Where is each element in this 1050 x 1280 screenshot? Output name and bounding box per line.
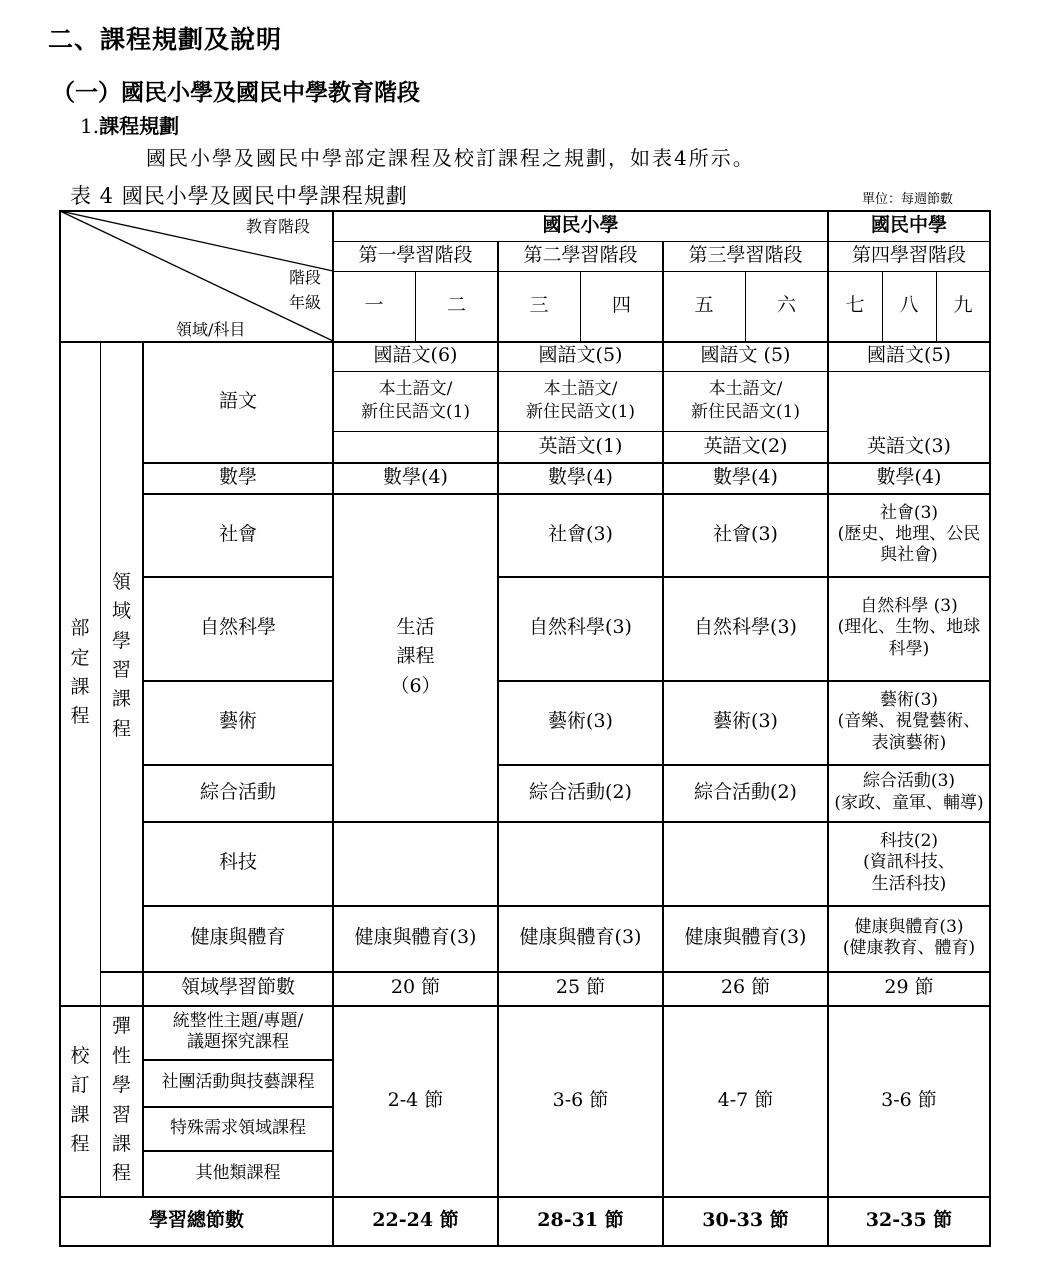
math-p2: 數學(4) [548, 465, 613, 488]
grid-line [142, 341, 144, 1196]
total-p1: 22-24 節 [372, 1209, 459, 1232]
grid-line [580, 271, 581, 341]
grid-line [143, 1059, 333, 1061]
flex-item-other: 其他類課程 [195, 1162, 281, 1183]
group-domain-learning: 領 域 學 習 課 程 [111, 570, 131, 740]
math-p1: 數學(4) [383, 465, 448, 488]
grade-7: 七 [845, 294, 865, 317]
grid-line [100, 341, 101, 1196]
grid-line [333, 431, 828, 432]
local-language-p3: 本土語文/ 新住民語文(1) [690, 379, 801, 422]
grid-line [143, 1106, 333, 1108]
math-p4: 數學(4) [876, 465, 942, 488]
domain-math: 數學 [218, 465, 257, 488]
total-p2: 28-31 節 [537, 1209, 624, 1232]
health-p1: 健康與體育(3) [354, 926, 477, 949]
header-junior: 國民中學 [870, 214, 947, 237]
grid-line [143, 905, 991, 907]
flex-item-club: 社團活動與技藝課程 [161, 1072, 315, 1093]
corner-stage-label: 教育階段 [246, 217, 311, 236]
grade-4: 四 [611, 294, 631, 317]
integrative-p3: 綜合活動(2) [694, 780, 797, 803]
english-p4: 英語文(3) [867, 434, 951, 457]
flex-hours-p1: 2-4 節 [387, 1088, 444, 1111]
grid-line [882, 271, 883, 341]
health-p2: 健康與體育(3) [519, 926, 642, 949]
domain-hours-p3: 26 節 [720, 976, 771, 999]
group-flexible: 彈 性 學 習 課 程 [111, 1015, 131, 1185]
grid-line [100, 971, 991, 973]
total-label: 學習總節數 [148, 1209, 244, 1232]
grid-line [59, 341, 991, 343]
grade-5: 五 [694, 294, 714, 317]
table-caption: 表 4 國民小學及國民中學課程規劃 [70, 184, 408, 208]
grid-line [498, 764, 991, 766]
grid-line [143, 493, 991, 495]
flex-hours-p3: 4-7 節 [717, 1088, 774, 1111]
flex-item-thematic: 統整性主題/專題/ 議題探究課程 [172, 1010, 304, 1052]
arts-p2: 藝術(3) [548, 710, 613, 733]
mandarin-p2: 國語文(5) [538, 344, 623, 367]
arts-p4: 藝術(3) (音樂、視覺藝術、 表演藝術) [837, 690, 981, 753]
corner-domain-label: 領域/科目 [176, 320, 246, 339]
grid-line [662, 241, 664, 1247]
grid-line [143, 764, 333, 766]
grid-line [143, 462, 991, 464]
mandarin-p1: 國語文(6) [373, 344, 458, 367]
social-p4: 社會(3) (歷史、地理、公民 與社會) [837, 502, 981, 566]
domain-language: 語文 [218, 389, 257, 412]
grid-line [332, 210, 334, 1247]
phase-4: 第四學習階段 [851, 244, 966, 267]
grade-8: 八 [899, 294, 919, 317]
grid-line [415, 271, 416, 341]
grade-9: 九 [953, 294, 973, 317]
phase-3: 第三學習階段 [688, 244, 803, 267]
mandarin-p3: 國語文 (5) [700, 344, 791, 367]
science-p4: 自然科學 (3) (理化、生物、地球 科學) [837, 596, 981, 659]
domain-health: 健康與體育 [190, 926, 286, 949]
domain-hours-p2: 25 節 [555, 976, 606, 999]
science-p2: 自然科學(3) [529, 616, 632, 639]
integrative-p4: 綜合活動(3) (家政、童軍、輔導) [834, 771, 984, 813]
grid-line [989, 210, 991, 1247]
mandarin-p4: 國語文(5) [867, 344, 951, 367]
health-p3: 健康與體育(3) [684, 926, 807, 949]
phase-1: 第一學習階段 [358, 244, 473, 267]
grid-line [498, 680, 991, 682]
section-heading: 二、課程規劃及說明 [48, 25, 283, 54]
domain-hours-label: 領域學習節數 [180, 976, 295, 999]
local-language-p1: 本土語文/ 新住民語文(1) [360, 379, 471, 422]
science-p3: 自然科學(3) [694, 616, 797, 639]
domain-social: 社會 [218, 522, 257, 545]
domain-hours-p4: 29 節 [884, 976, 934, 999]
grade-6: 六 [776, 294, 796, 317]
technology-p4: 科技(2) (資訊科技、 生活科技) [863, 831, 955, 894]
item-number: 1. [80, 114, 100, 138]
english-p3: 英語文(2) [703, 434, 788, 457]
local-language-p2: 本土語文/ 新住民語文(1) [525, 379, 636, 422]
arts-p3: 藝術(3) [713, 710, 778, 733]
social-p3: 社會(3) [713, 522, 778, 545]
grid-line [745, 271, 746, 341]
grid-line [59, 210, 991, 212]
subsection-heading: （一）國民小學及國民中學教育階段 [52, 79, 420, 106]
domain-technology: 科技 [218, 851, 257, 874]
header-elementary: 國民小學 [542, 214, 619, 237]
group-school-based: 校 訂 課 程 [70, 1044, 90, 1155]
flex-hours-p2: 3-6 節 [552, 1088, 609, 1111]
grid-line [143, 821, 991, 823]
grid-line [143, 1150, 333, 1152]
grid-line [59, 1196, 991, 1198]
group-required: 部 定 課 程 [70, 617, 90, 728]
total-p4: 32-35 節 [865, 1209, 953, 1232]
english-p2: 英語文(1) [538, 434, 623, 457]
social-p2: 社會(3) [548, 522, 613, 545]
phase-2: 第二學習階段 [523, 244, 638, 267]
flex-item-special-needs: 特殊需求領域課程 [170, 1117, 306, 1138]
grid-line [498, 576, 991, 578]
domain-integrative: 綜合活動 [199, 780, 276, 803]
grade-2: 二 [446, 294, 466, 317]
domain-arts: 藝術 [218, 710, 257, 733]
domain-science: 自然科學 [199, 616, 276, 639]
grid-line [59, 1245, 991, 1247]
integrative-p2: 綜合活動(2) [529, 780, 632, 803]
grid-line [143, 576, 333, 578]
intro-paragraph: 國民小學及國民中學部定課程及校訂課程之規劃，如表4所示。 [146, 146, 755, 170]
corner-phase-label: 階段 [289, 268, 322, 287]
grid-line [827, 210, 829, 1247]
life-course: 生活 課程 （6） [390, 615, 441, 697]
grade-1: 一 [364, 294, 384, 317]
grid-line [497, 241, 499, 1247]
domain-hours-p1: 20 節 [390, 976, 441, 999]
grid-line [59, 210, 61, 1247]
grade-3: 三 [529, 294, 549, 317]
grid-line [936, 271, 937, 341]
total-p3: 30-33 節 [702, 1209, 789, 1232]
grid-line [59, 1005, 991, 1007]
item-title: 課程規劃 [99, 114, 180, 138]
corner-grade-label: 年級 [289, 293, 322, 312]
grid-line [143, 680, 333, 682]
health-p4: 健康與體育(3) (健康教育、體育) [842, 916, 976, 958]
flex-hours-p4: 3-6 節 [881, 1088, 937, 1111]
unit-note: 單位：每週節數 [862, 192, 954, 207]
math-p3: 數學(4) [713, 465, 778, 488]
